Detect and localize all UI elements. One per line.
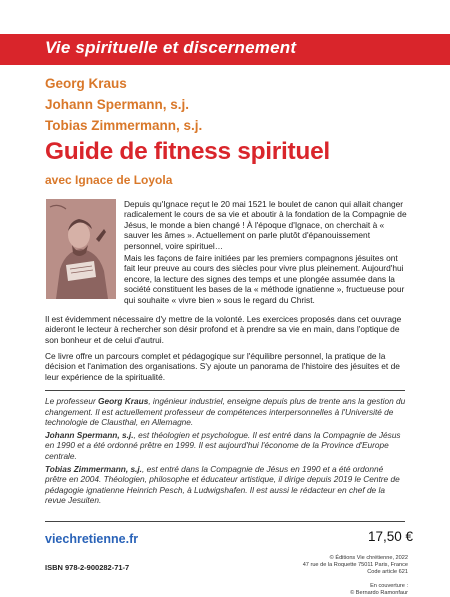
book-subtitle: avec Ignace de Loyola — [45, 173, 173, 187]
author-zimmermann: Tobias Zimmermann, s.j. — [45, 118, 203, 133]
cover-credit-label: En couverture : — [370, 583, 408, 589]
bio-zimmermann — [45, 464, 407, 506]
author-spermann: Johann Spermann, s.j. — [45, 97, 190, 112]
bio-name: Johann Spermann, s.j. — [45, 429, 134, 440]
body-paragraph-2 — [124, 253, 409, 305]
series-banner — [0, 34, 450, 65]
cover-credit — [298, 583, 408, 597]
paragraph-text: Mais les façons de faire initiées par les premiers compagnons jésuites ont fait leur preuve au cours des siècles pour vivre plus pleinement. Aujourd'hui encore, la lecture des signes des temps et une plongée assumée dans la société constituent les bases de la « méthode ignatienne », fructueuse pour qui souhaite « vivre bien » sous le regard du Christ. — [124, 253, 405, 305]
paragraph-text: Depuis qu'Ignace reçut le 20 mai 1521 le boulet de canon qui allait changer radicalement le cours de sa vie et aboutir à la fondation de la Compagnie de Jésus, le monde a bien changé ! À l'époque d'Ignace, on cherchait à « sauver les âmes ». Actuellement on parle plutôt d'épanouissement personnel, voire spirituel… — [124, 199, 407, 251]
publisher-address: 47 rue de la Roquette 75011 Paris, France — [302, 562, 408, 568]
divider-top — [45, 390, 405, 391]
publisher-copyright: © Éditions Vie chrétienne, 2022 — [329, 555, 408, 561]
bio-text: , ingénieur industriel, enseigne depuis plus de trente ans la gestion du changement. Il est actuellement professeur de compétences interpersonnelles à l'Université de technologie de Clausthal, en Allemagne. — [45, 396, 406, 428]
publisher-info — [268, 555, 408, 576]
isbn: ISBN 978-2-900282-71-7 — [45, 563, 130, 572]
series-title: Vie spirituelle et discernement — [45, 38, 297, 57]
paragraph-text: Il est évidemment nécessaire d'y mettre de la volonté. Les exercices proposés dans cet ouvrage aideront le lecteur à rechercher son désir profond et à prendre sa vie en main, dans l'optique de son bonheur et de celui d'autrui. — [45, 314, 402, 345]
body-paragraph-1 — [124, 199, 409, 251]
cover-credit-name: © Bernardo Ramonfaur — [350, 590, 408, 596]
price: 17,50 € — [368, 529, 414, 544]
saint-figure-icon — [46, 199, 116, 299]
bio-name: Tobias Zimmermann, s.j. — [45, 463, 142, 474]
divider-bottom — [45, 521, 405, 522]
bio-name: Georg Kraus — [98, 396, 149, 406]
bio-spermann — [45, 430, 407, 462]
body-paragraph-4 — [45, 351, 409, 382]
book-title: Guide de fitness spirituel — [45, 138, 330, 165]
bio-kraus — [45, 396, 407, 428]
bio-text: , est théologien et psychologue. Il est entré dans la Compagnie de Jésus en 1990 et a été ordonné prêtre en 1999. Il est aujourd'hui l'économe de la Province d'Europe centrale. — [45, 429, 401, 461]
body-paragraph-3 — [45, 314, 409, 345]
publisher-code: Code article 621 — [367, 569, 408, 575]
author-bios — [45, 396, 407, 508]
ignatius-illustration — [46, 199, 116, 299]
author-kraus: Georg Kraus — [45, 76, 127, 91]
website-link[interactable]: viechretienne.fr — [45, 532, 139, 546]
paragraph-text: Ce livre offre un parcours complet et pédagogique sur l'équilibre personnel, la pratique de la décision et l'animation des organisations. S'y ajoute un panorama de l'histoire des jésuites et de leur expérience de la spiritualité. — [45, 351, 400, 382]
bio-text: , est entré dans la Compagnie de Jésus en 1990 et a été ordonné prêtre en 2004. Théologien, philosophe et éducateur artistique, il dirige depuis 2019 le Centre de pédagogie ignatienne Heinrich Pesch, à Ludwigshafen. Il est aussi le rédacteur en chef de la revue Jesuiten. — [45, 463, 400, 506]
bio-prefix: Le professeur — [45, 396, 99, 406]
